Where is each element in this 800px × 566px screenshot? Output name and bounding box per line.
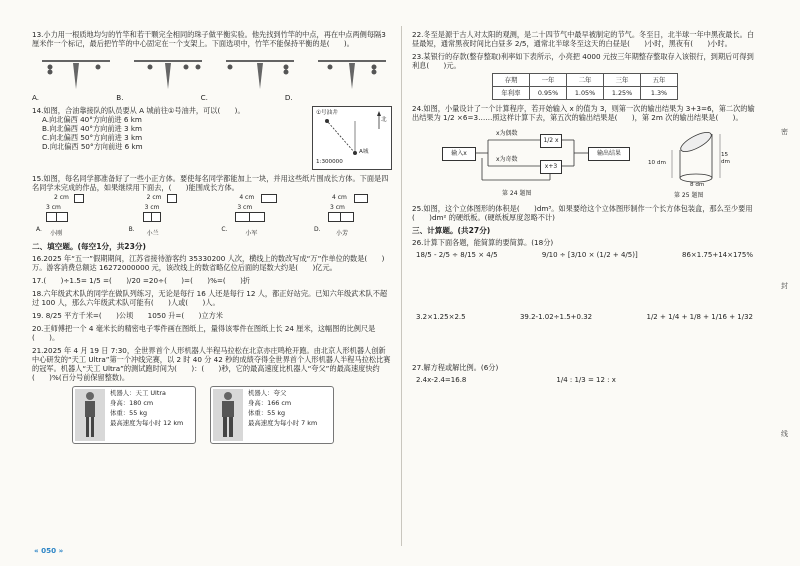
rate-value-5y: 1.3% xyxy=(641,87,678,100)
robot-kuafu-info xyxy=(245,387,320,443)
balance-figure-a xyxy=(36,51,116,91)
section-2-heading: 二、填空题。(每空1分，共23分) xyxy=(32,242,146,251)
q15-a-name: 小刚 xyxy=(50,230,63,237)
rate-value-3y: 1.25% xyxy=(604,87,641,100)
flow-input-box: 输入x xyxy=(442,147,476,161)
question-26: 26.计算下面各题，能简算的要简算。(18分) xyxy=(412,238,554,248)
rate-header-2y: 二年 xyxy=(567,74,604,87)
q13-option-b[interactable]: B. xyxy=(116,93,124,102)
q15-a-prefix[interactable]: A. xyxy=(36,226,42,233)
q15-c-name: 小军 xyxy=(245,230,258,237)
right-column xyxy=(412,30,757,412)
q15-a-label-top: 2 cm xyxy=(54,194,69,201)
robot-tiangong-speed: 最高速度为每小时 12 km xyxy=(110,419,184,428)
question-25: 25.如图，这个立体图形的体积是( )dm³。如果要给这个立体图形制作一个长方体包装盒，那么至少要用( )dm² 的硬纸板。(硬纸板厚度忽略不计) xyxy=(412,204,753,222)
cylinder-height-short: 10 dm xyxy=(648,160,666,166)
q15-c-label-mid: 3 cm xyxy=(237,204,253,211)
q13-balance-figures xyxy=(36,51,392,91)
calc-1-1: 18/5 - 2/5 ÷ 8/15 × 4/5 xyxy=(416,251,498,260)
q24-flowchart xyxy=(442,126,642,184)
page-number: « 050 » xyxy=(34,546,64,555)
rate-header-1y: 一年 xyxy=(530,74,567,87)
q14-option-b[interactable]: B.向北偏西 40°方向前进 3 km xyxy=(42,124,143,133)
flow-even-label: x为偶数 xyxy=(496,130,518,137)
q15-b-name: 小兰 xyxy=(146,230,159,237)
robot-kuafu-image xyxy=(213,389,243,441)
q15-text: 15.如图，每名同学都准备好了一些小正方体。要使每名同学都能加上一块，并用这些纸片围成长方体。下面是四名同学未完成的作品，如果继续用下面去，( )能围成长方体。 xyxy=(32,174,389,192)
rate-value-1y: 0.95% xyxy=(530,87,567,100)
question-17: 17.( )÷1.5= 1/5 =( )/20 =20÷( )=( )%=( )折 xyxy=(32,276,251,286)
q14-option-a[interactable]: A.向北偏西 40°方向前进 6 km xyxy=(42,115,142,124)
balance-figure-c xyxy=(220,51,300,91)
rate-header-term: 存期 xyxy=(493,74,530,87)
robot-tiangong-image xyxy=(75,389,105,441)
q14-text: 14.如图，合油靠接队的队员要从 A 城前往①号油井，可以( )。 xyxy=(32,106,245,115)
question-13 xyxy=(32,30,392,102)
q15-net-figures xyxy=(32,194,392,238)
robot-tiangong-name: 机器人：天工 Ultra xyxy=(110,389,166,398)
left-column xyxy=(32,30,392,444)
equation-1: 2.4x-2.4=16.8 xyxy=(416,376,467,385)
section-3-heading: 三、计算题。(共27分) xyxy=(412,226,491,235)
q14-map xyxy=(312,106,392,170)
column-divider xyxy=(401,26,402,546)
question-27: 27.解方程或解比例。(6分) xyxy=(412,363,499,373)
equation-2: 1/4 : 1/3 = 12 : x xyxy=(556,376,616,385)
q14-option-c[interactable]: C.向北偏西 50°方向前进 3 km xyxy=(42,133,143,142)
map-oil-well-label: ①号油井 xyxy=(316,110,338,116)
question-22: 22.冬至是源于古人对太阳的观测，是二十四节气中最早被制定的节气。冬至日，北半球一年中黑夜最长。白昼最短，通常黑夜时间比白昼多 2/5，通常北半球冬至这天的白昼是( )小时，黑夜有( )小时。 xyxy=(412,30,755,48)
q13-option-a[interactable]: A. xyxy=(32,93,40,102)
question-20: 20.王师傅把一个 4 毫米长的精密电子零件画在图纸上，量得该零件在图纸上长 24 厘米，这幅图的比例尺是( )。 xyxy=(32,324,376,343)
question-23 xyxy=(412,52,757,100)
map-north-label: 北 xyxy=(381,117,387,123)
figures-24-25 xyxy=(412,126,757,204)
robot-card-kuafu xyxy=(210,386,334,444)
calc-2-2: 39.2-1.02÷1.5+0.32 xyxy=(519,313,593,322)
balance-figure-d xyxy=(312,51,392,91)
question-21: 21.2025 年 4 月 19 日 7:30，全世界首个人形机器人半程马拉松在北京亦庄鸣枪开跑。由北京人形机器人创新中心研发的“天工 Ultra”第一个冲线完赛，以 2 时 40 分 42 秒的成绩夺得全世界首个人形机器人半程马拉松比赛的冠军。机器人“天工 Ultra”的测试跑时间为( )：( )秒，它的最高速度比机器人“夸父”的最高速度快约( )%(百分号前保留整数)。 xyxy=(32,346,391,383)
flow-output-box: 输出结果 xyxy=(588,147,630,161)
q15-c-label-top: 4 cm xyxy=(239,194,255,201)
q15-figure-a xyxy=(32,194,114,238)
flow-odd-label: x为奇数 xyxy=(496,156,518,163)
flow-plus-box: x+3 xyxy=(540,160,562,174)
map-city-a-label: A城 xyxy=(359,149,369,155)
rate-value-2y: 1.05% xyxy=(567,87,604,100)
q15-d-name: 小芳 xyxy=(335,230,348,237)
q15-figure-c xyxy=(217,194,299,238)
cylinder-height-long: 15 dm xyxy=(721,152,730,165)
cylinder-diameter: 8 dm xyxy=(690,182,705,188)
flow-half-box: 1/2 x xyxy=(540,134,562,148)
interest-rate-table xyxy=(492,73,678,100)
robot-tiangong-weight: 体重：55 kg xyxy=(110,409,148,418)
robot-card-tiangong xyxy=(72,386,196,444)
page-number-value: 050 xyxy=(41,546,57,555)
figure-25-caption: 第 25 题图 xyxy=(674,192,704,199)
question-24: 24.如图，小量设计了一个计算程序，若开始输入 x 的值为 3，则第一次的输出结果为 3+3=6，第二次的输出结果为 1/2 ×6=3……照这样计算下去，第五次的输出结果是( )，第 2m 次的输出结果是( )。 xyxy=(412,104,755,122)
q15-d-prefix[interactable]: D. xyxy=(313,226,321,233)
q13-option-d[interactable]: D. xyxy=(284,93,293,102)
q15-b-prefix[interactable]: B. xyxy=(128,226,135,233)
q15-b-label-mid: 3 cm xyxy=(144,204,160,211)
rate-row-label: 年利率 xyxy=(493,87,530,100)
q15-d-label-mid: 3 cm xyxy=(329,204,345,211)
robot-kuafu-name: 机器人：夸父 xyxy=(248,389,287,398)
q15-figure-d xyxy=(310,194,392,238)
question-19: 19. 8/25 平方千米=( )公顷 1050 升=( )立方米 xyxy=(32,311,223,321)
robot-cards xyxy=(72,386,392,444)
robot-kuafu-height: 身高：166 cm xyxy=(248,399,292,408)
q15-a-label-mid: 3 cm xyxy=(46,204,61,211)
binding-mark-3: 线 xyxy=(781,430,788,438)
calc-row-1 xyxy=(416,251,753,287)
q13-options xyxy=(32,93,392,102)
rate-header-5y: 五年 xyxy=(641,74,678,87)
robot-tiangong-info xyxy=(107,387,186,443)
question-14 xyxy=(32,106,392,170)
q15-d-label-top: 4 cm xyxy=(331,194,347,201)
figure-24-caption: 第 24 题图 xyxy=(502,190,532,197)
q15-c-prefix[interactable]: C. xyxy=(221,226,228,233)
calc-row-2 xyxy=(416,313,753,349)
calc-2-1: 3.2×1.25×2.5 xyxy=(416,313,466,322)
rate-table-value-row xyxy=(493,87,678,100)
binding-mark-1: 密 xyxy=(781,128,788,136)
rate-header-3y: 三年 xyxy=(604,74,641,87)
q23-text: 23.某银行的存款(整存整取)利率如下表所示，小亮把 4000 元按三年期整存整取存入该银行，到期后可得到利息( )元。 xyxy=(412,52,754,70)
q15-b-label-top: 2 cm xyxy=(146,194,162,201)
rate-table-header-row xyxy=(493,74,678,87)
question-18: 18.六年级武术队的同学在做队列练习，无论是每行 16 人还是每行 12 人，都正好站完。已知六年级武术队不超过 100 人，那么六年级武术队可能有( )人或( )人。 xyxy=(32,289,388,308)
question-15 xyxy=(32,174,392,238)
balance-figure-b xyxy=(128,51,208,91)
q13-text: 13.小力用一根质地均匀的竹竿和若干颗完全相同的珠子做平衡实验。他先找到竹竿的中点，再在中点两侧每隔3厘米作一个标记，最后把竹竿的中心固定在一个支架上。下面选项中，竹竿不能保持平衡的是( )。 xyxy=(32,30,386,48)
question-16: 16.2025 年“五一”假期期间，江苏省接待游客约 35330200 人次，横线上的数改写成“万”作单位的数是( )万。游客消费总额达 16272000000 元，该改线上的数省略亿位后面的尾数大约是( )亿元。 xyxy=(32,254,385,273)
q13-option-c[interactable]: C. xyxy=(200,93,208,102)
map-scale-label: 1:300000 xyxy=(316,159,343,165)
q25-cylinder-figure xyxy=(648,126,734,188)
robot-tiangong-height: 身高：180 cm xyxy=(110,399,154,408)
robot-kuafu-weight: 体重：55 kg xyxy=(248,409,286,418)
calc-2-3: 1/2 + 1/4 + 1/8 + 1/16 + 1/32 xyxy=(646,313,753,322)
binding-mark-2: 封 xyxy=(781,282,788,290)
equation-row xyxy=(416,376,753,412)
calc-1-2: 9/10 ÷ [3/10 × (1/2 + 4/5)] xyxy=(541,251,638,260)
robot-kuafu-speed: 最高速度为每小时 7 km xyxy=(248,419,318,428)
calc-1-3: 86×1.75+14×175% xyxy=(681,251,753,260)
q15-figure-b xyxy=(125,194,207,238)
q14-option-d[interactable]: D.向北偏西 50°方向前进 6 km xyxy=(42,142,143,151)
